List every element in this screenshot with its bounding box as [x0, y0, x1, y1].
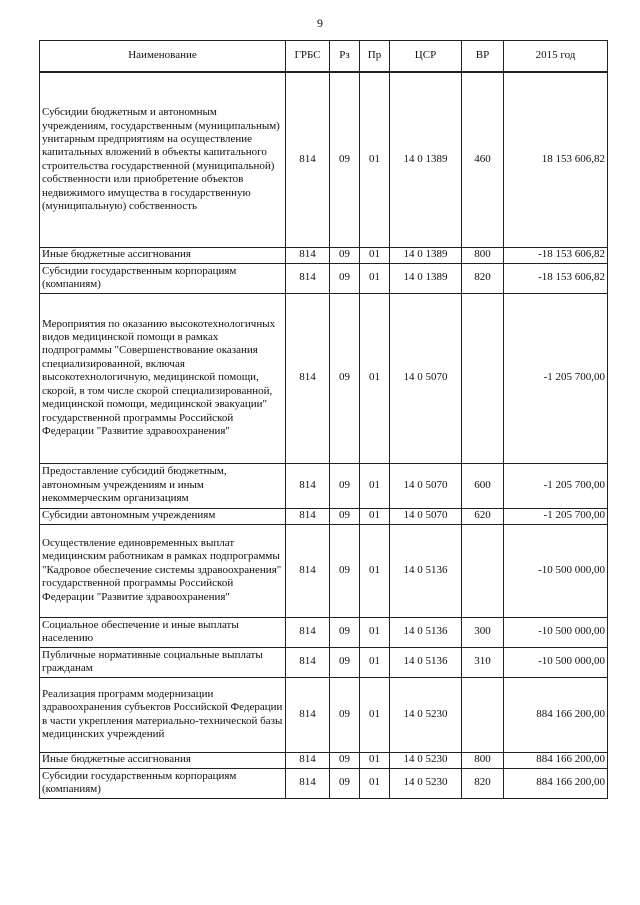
table-row: [40, 768, 608, 798]
row-rz: 09: [330, 263, 360, 293]
row-grbs: 814: [286, 263, 330, 293]
row-vr: 620: [462, 508, 504, 524]
row-vr: 800: [462, 752, 504, 768]
row-vr: [462, 293, 504, 463]
row-name: Мероприятия по оказанию высокотехнологичных видов медицинской помощи в рамках подпрограммы "Совершенствование оказания специализированной, включая высокотехнологичную, медицинской помощи, скорой, в том числе скорой специализированной, медицинской помощи, медицинской эвакуации" государственной программы Российской Федерации "Развитие здравоохранения": [40, 293, 286, 463]
row-name: Субсидии бюджетным и автономным учреждениям, государственным (муниципальным) унитарным предприятиям на осуществление капитальных вложений в объекты капитального строительства государственной (муниципальной) собственности или приобретение объектов недвижимого имущества в государственную (муниципальную) собственность: [40, 72, 286, 247]
table-row: [40, 247, 608, 263]
row-name: Реализация программ модернизации здравоохранения субъектов Российской Федерации в части укрепления материально-технической базы медицинских учреждений: [40, 677, 286, 752]
row-name: Иные бюджетные ассигнования: [40, 752, 286, 768]
row-csr: 14 0 5136: [390, 617, 462, 647]
row-rz: 09: [330, 247, 360, 263]
row-csr: 14 0 1389: [390, 263, 462, 293]
row-grbs: 814: [286, 617, 330, 647]
row-csr: 14 0 5136: [390, 524, 462, 617]
table-row: [40, 647, 608, 677]
row-csr: 14 0 1389: [390, 247, 462, 263]
table-row: [40, 293, 608, 463]
row-amount: -1 205 700,00: [504, 293, 608, 463]
row-vr: 310: [462, 647, 504, 677]
row-csr: 14 0 5230: [390, 752, 462, 768]
row-amount: -1 205 700,00: [504, 463, 608, 508]
row-grbs: 814: [286, 508, 330, 524]
row-pr: 01: [360, 647, 390, 677]
row-name: Субсидии государственным корпорациям (компаниям): [40, 768, 286, 798]
row-pr: 01: [360, 617, 390, 647]
row-vr: [462, 677, 504, 752]
column-header-grbs: ГРБС: [286, 41, 330, 73]
column-header-vr: ВР: [462, 41, 504, 73]
table-row: [40, 677, 608, 752]
row-amount: -1 205 700,00: [504, 508, 608, 524]
row-rz: 09: [330, 524, 360, 617]
row-grbs: 814: [286, 768, 330, 798]
table-row: [40, 72, 608, 247]
row-amount: 18 153 606,82: [504, 72, 608, 247]
row-rz: 09: [330, 647, 360, 677]
row-csr: 14 0 1389: [390, 72, 462, 247]
row-grbs: 814: [286, 752, 330, 768]
table-row: [40, 263, 608, 293]
table-row: [40, 752, 608, 768]
row-pr: 01: [360, 72, 390, 247]
row-name: Публичные нормативные социальные выплаты гражданам: [40, 647, 286, 677]
row-name: Социальное обеспечение и иные выплаты населению: [40, 617, 286, 647]
row-amount: -18 153 606,82: [504, 247, 608, 263]
column-header-csr: ЦСР: [390, 41, 462, 73]
budget-table: [39, 40, 608, 799]
row-grbs: 814: [286, 647, 330, 677]
table-row: [40, 617, 608, 647]
row-pr: 01: [360, 524, 390, 617]
row-name: Иные бюджетные ассигнования: [40, 247, 286, 263]
row-amount: -10 500 000,00: [504, 524, 608, 617]
row-amount: 884 166 200,00: [504, 752, 608, 768]
row-amount: -18 153 606,82: [504, 263, 608, 293]
table-row: [40, 524, 608, 617]
row-csr: 14 0 5230: [390, 768, 462, 798]
page-number: 9: [317, 16, 323, 30]
row-csr: 14 0 5070: [390, 508, 462, 524]
row-amount: -10 500 000,00: [504, 647, 608, 677]
column-header-year: 2015 год: [504, 41, 608, 73]
row-name: Предоставление субсидий бюджетным, автономным учреждениям и иным некоммерческим организациям: [40, 463, 286, 508]
column-header-rz: Рз: [330, 41, 360, 73]
row-name: Субсидии автономным учреждениям: [40, 508, 286, 524]
row-vr: 460: [462, 72, 504, 247]
row-amount: 884 166 200,00: [504, 677, 608, 752]
row-csr: 14 0 5070: [390, 463, 462, 508]
row-vr: 820: [462, 263, 504, 293]
row-grbs: 814: [286, 677, 330, 752]
row-pr: 01: [360, 508, 390, 524]
row-grbs: 814: [286, 72, 330, 247]
row-rz: 09: [330, 508, 360, 524]
column-header-name: Наименование: [40, 41, 286, 73]
row-pr: 01: [360, 247, 390, 263]
row-rz: 09: [330, 617, 360, 647]
row-rz: 09: [330, 768, 360, 798]
row-pr: 01: [360, 768, 390, 798]
row-grbs: 814: [286, 524, 330, 617]
table-row: [40, 508, 608, 524]
row-vr: 600: [462, 463, 504, 508]
row-vr: 820: [462, 768, 504, 798]
row-name: Осуществление единовременных выплат медицинским работникам в рамках подпрограммы "Кадровое обеспечение системы здравоохранения" государственной программы Российской Федерации "Развитие здравоохранения": [40, 524, 286, 617]
row-pr: 01: [360, 463, 390, 508]
table-header-row: [40, 41, 608, 73]
row-rz: 09: [330, 293, 360, 463]
row-grbs: 814: [286, 293, 330, 463]
row-pr: 01: [360, 293, 390, 463]
row-vr: 300: [462, 617, 504, 647]
row-csr: 14 0 5230: [390, 677, 462, 752]
row-rz: 09: [330, 677, 360, 752]
column-header-pr: Пр: [360, 41, 390, 73]
row-vr: 800: [462, 247, 504, 263]
row-pr: 01: [360, 752, 390, 768]
row-name: Субсидии государственным корпорациям (компаниям): [40, 263, 286, 293]
row-pr: 01: [360, 677, 390, 752]
row-grbs: 814: [286, 463, 330, 508]
table-row: [40, 463, 608, 508]
row-rz: 09: [330, 72, 360, 247]
row-rz: 09: [330, 752, 360, 768]
row-pr: 01: [360, 263, 390, 293]
row-csr: 14 0 5070: [390, 293, 462, 463]
row-rz: 09: [330, 463, 360, 508]
row-amount: 884 166 200,00: [504, 768, 608, 798]
row-vr: [462, 524, 504, 617]
row-grbs: 814: [286, 247, 330, 263]
row-csr: 14 0 5136: [390, 647, 462, 677]
row-amount: -10 500 000,00: [504, 617, 608, 647]
